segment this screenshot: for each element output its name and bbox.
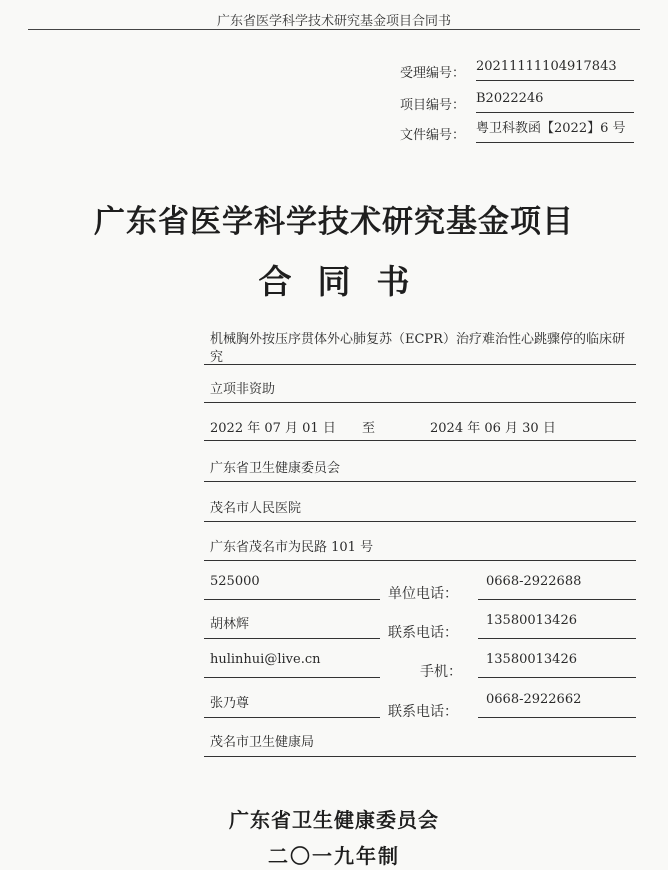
file-number-value: 粤卫科教函【2022】6 号 bbox=[476, 120, 634, 143]
mobile-label: 手机： bbox=[420, 664, 462, 680]
undertaking-unit-value: 茂名市人民医院 bbox=[210, 501, 302, 516]
period-to-text: 至 bbox=[362, 421, 376, 436]
contact-phone-underline bbox=[478, 717, 636, 718]
project-leader-underline bbox=[204, 638, 380, 639]
postcode-underline bbox=[204, 599, 380, 600]
unit-phone-label: 单位电话： bbox=[388, 586, 458, 602]
footer-organization: 广东省卫生健康委员会 bbox=[229, 808, 439, 832]
period-start-date: 2022 年 07 月 01 日 bbox=[210, 421, 336, 436]
acceptance-number-label: 受理编号： bbox=[400, 66, 466, 81]
leader-phone-label: 联系电话： bbox=[388, 625, 458, 641]
header-rule bbox=[28, 29, 640, 30]
project-contact-underline bbox=[204, 717, 380, 718]
manager-unit-underline bbox=[204, 481, 636, 482]
email-value: hulinhui@live.cn bbox=[210, 652, 321, 667]
document-title: 广东省医学科学技术研究基金项目 bbox=[94, 204, 574, 240]
unit-phone-underline bbox=[478, 599, 636, 600]
mobile-value: 13580013426 bbox=[486, 652, 577, 667]
project-name-line1: 机械胸外按压序贯体外心肺复苏（ECPR）治疗难治性心跳骤停的临床研 bbox=[210, 332, 625, 347]
period-end-date: 2024 年 06 月 30 日 bbox=[430, 421, 556, 436]
postcode-value: 525000 bbox=[210, 574, 260, 589]
project-period-underline bbox=[204, 440, 636, 441]
file-number-label: 文件编号： bbox=[400, 128, 466, 143]
contact-phone-value: 0668-2922662 bbox=[486, 692, 582, 707]
project-name-underline bbox=[204, 364, 636, 365]
address-value: 广东省茂名市为民路 101 号 bbox=[210, 540, 374, 555]
leader-phone-value: 13580013426 bbox=[486, 613, 577, 628]
supervising-department-value: 茂名市卫生健康局 bbox=[210, 735, 315, 750]
funding-type-value: 立项非资助 bbox=[210, 382, 276, 397]
project-contact-value: 张乃尊 bbox=[210, 696, 250, 711]
footer-year: 二〇一九年制 bbox=[268, 844, 400, 868]
project-number-label: 项目编号： bbox=[400, 98, 466, 113]
email-underline bbox=[204, 677, 380, 678]
address-underline bbox=[204, 560, 636, 561]
undertaking-unit-underline bbox=[204, 521, 636, 522]
supervising-department-underline bbox=[204, 756, 636, 757]
project-leader-value: 胡林辉 bbox=[210, 617, 250, 632]
funding-type-underline bbox=[204, 402, 636, 403]
unit-phone-value: 0668-2922688 bbox=[486, 574, 582, 589]
leader-phone-underline bbox=[478, 638, 636, 639]
mobile-underline bbox=[478, 677, 636, 678]
running-header: 广东省医学科学技术研究基金项目合同书 bbox=[216, 14, 451, 29]
manager-unit-value: 广东省卫生健康委员会 bbox=[210, 461, 341, 476]
document-subtitle: 合同书 bbox=[258, 262, 436, 301]
project-number-value: B2022246 bbox=[476, 90, 634, 113]
contact-phone-label: 联系电话： bbox=[388, 704, 458, 720]
project-name-line2: 究 bbox=[210, 350, 224, 365]
acceptance-number-value: 20211111104917843 bbox=[476, 58, 634, 81]
